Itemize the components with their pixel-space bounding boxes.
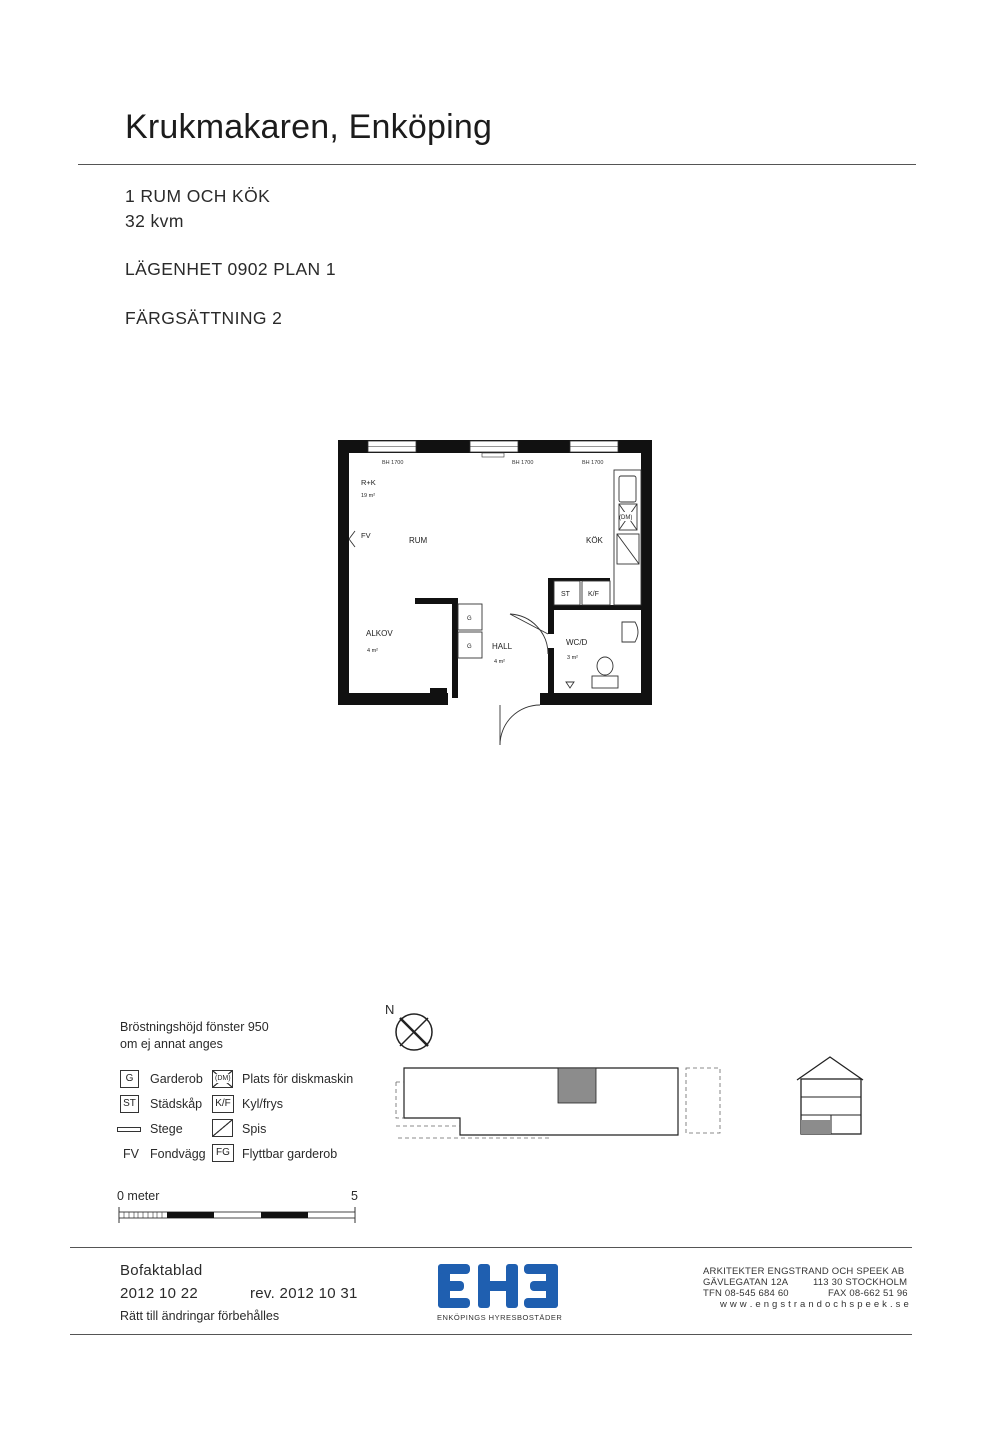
room-wcd-label: WC/D <box>566 638 588 647</box>
window-label-2: BH 1700 <box>512 460 534 466</box>
legend-label-movable-wardrobe: Flyttbar garderob <box>242 1147 338 1161</box>
footer-divider-top <box>70 1247 912 1248</box>
architect-postal: 113 30 STOCKHOLM <box>813 1277 908 1288</box>
building-section-icon <box>793 1052 867 1136</box>
legend-label-ladder: Stege <box>150 1122 183 1136</box>
room-hall-area: 4 m² <box>494 659 505 665</box>
dishwasher-icon <box>212 1070 233 1088</box>
legend-label-wardrobe: Garderob <box>150 1072 203 1086</box>
dishwasher-label: (DM) <box>619 515 633 521</box>
ladder-icon <box>117 1127 141 1132</box>
apartment-type: 1 RUM OCH KÖK <box>125 186 271 206</box>
footer-divider-bottom <box>70 1334 912 1335</box>
room-wcd-area: 3 m² <box>567 655 578 661</box>
dishwasher-symbol: (DM) <box>215 1075 231 1082</box>
room-kok-label: KÖK <box>586 536 603 545</box>
legend-symbol-cleaning-closet: ST <box>120 1095 139 1113</box>
apartment-area: 32 kvm <box>125 211 184 231</box>
wardrobe-label-1: G <box>467 616 472 622</box>
document-type: Bofaktablad <box>120 1262 203 1279</box>
legend-symbol-fridge-freezer: K/F <box>212 1095 234 1113</box>
compass-icon <box>392 1010 436 1054</box>
floor-plan <box>330 430 670 760</box>
room-alkov-area: 4 m² <box>367 648 378 654</box>
stove-icon <box>212 1119 233 1137</box>
architect-fax: FAX 08-662 51 96 <box>828 1288 908 1299</box>
page-title: Krukmakaren, Enköping <box>125 108 493 146</box>
disclaimer: Rätt till ändringar förbehålles <box>120 1309 280 1323</box>
legend-symbol-movable-wardrobe: FG <box>212 1144 234 1162</box>
header-divider <box>78 164 916 165</box>
scale-start-label: 0 meter <box>117 1189 160 1203</box>
legend-label-fridge-freezer: Kyl/frys <box>242 1097 283 1111</box>
color-scheme: FÄRGSÄTTNING 2 <box>125 308 283 328</box>
revision-date: rev. 2012 10 31 <box>250 1285 358 1302</box>
fridge-freezer-label: K/F <box>588 591 599 598</box>
feature-wall-label: FV <box>361 531 371 540</box>
logo-subtitle: ENKÖPINGS HYRESBOSTÄDER <box>437 1313 563 1322</box>
architect-name: ARKITEKTER ENGSTRAND OCH SPEEK AB <box>703 1266 905 1277</box>
window-label-1: BH 1700 <box>382 460 404 466</box>
window-label-3: BH 1700 <box>582 460 604 466</box>
ehb-logo <box>436 1262 560 1310</box>
cleaning-closet-label: ST <box>561 591 570 598</box>
scale-end-label: 5 <box>351 1189 358 1203</box>
legend-label-feature-wall: Fondvägg <box>150 1147 206 1161</box>
architect-street: GÄVLEGATAN 12A <box>703 1277 789 1288</box>
architect-website: w w w . e n g s t r a n d o c h s p e e k . s e <box>720 1299 909 1310</box>
room-rk-label: R+K <box>361 478 376 487</box>
legend-label-cleaning-closet: Städskåp <box>150 1097 203 1111</box>
apartment-unit: LÄGENHET 0902 PLAN 1 <box>125 259 336 279</box>
legend-symbol-feature-wall: FV <box>123 1147 139 1161</box>
room-hall-label: HALL <box>492 642 513 651</box>
outer-walls <box>338 440 652 705</box>
room-rum-label: RUM <box>409 536 428 545</box>
legend-symbol-wardrobe: G <box>120 1070 139 1088</box>
room-rk-area: 19 m² <box>361 493 376 499</box>
scale-bar <box>118 1205 358 1227</box>
doors <box>349 531 548 745</box>
legend-label-stove: Spis <box>242 1122 267 1136</box>
room-alkov-label: ALKOV <box>366 629 393 638</box>
wardrobe-label-2: G <box>467 644 472 650</box>
north-label: N <box>385 1002 395 1017</box>
kitchen-counter <box>614 470 641 605</box>
interior-walls <box>415 578 648 705</box>
site-plan <box>390 1060 730 1145</box>
document-date: 2012 10 22 <box>120 1285 199 1302</box>
window-height-note: Bröstningshöjd fönster 950 <box>120 1020 269 1034</box>
architect-phone: TFN 08-545 684 60 <box>703 1288 789 1299</box>
windows <box>368 441 618 457</box>
window-height-note-2: om ej annat anges <box>120 1037 223 1051</box>
legend-label-dishwasher: Plats för diskmaskin <box>242 1072 354 1086</box>
